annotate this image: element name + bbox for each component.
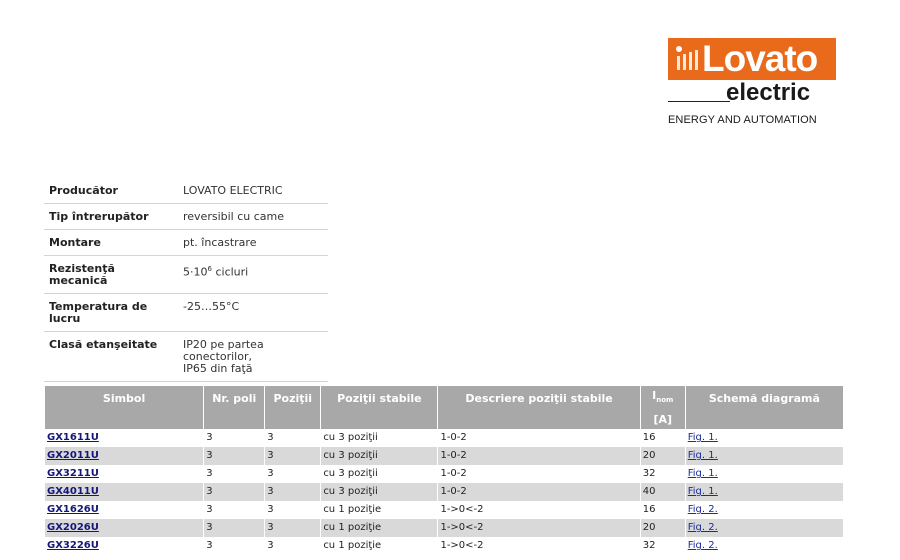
- figure-link[interactable]: Fig. 2.: [687, 522, 718, 534]
- spec-key: Temperatura de lucru: [44, 294, 178, 332]
- spec-value: -25…55°C: [178, 294, 328, 332]
- product-code-link[interactable]: GX2011U: [47, 450, 99, 462]
- spec-value: pt. încastrare: [178, 230, 328, 256]
- logo-tagline: ENERGY AND AUTOMATION: [668, 114, 817, 126]
- logo-line: [668, 101, 730, 102]
- spec-row: [44, 230, 328, 256]
- cell-poles: 3: [206, 504, 213, 516]
- cell-inom: 16: [642, 432, 656, 444]
- spec-key: Rezistenţă mecanică: [44, 256, 178, 294]
- cell-stable: cu 3 poziţii: [323, 468, 378, 480]
- cell-positions: 3: [267, 432, 274, 444]
- col-header-diagram: Schemă diagramă: [686, 386, 843, 410]
- spec-value: [178, 256, 328, 294]
- figure-link[interactable]: Fig. 1.: [687, 450, 718, 462]
- cell-positions: 3: [267, 540, 274, 552]
- unit-cell-amp: [A]: [641, 410, 685, 429]
- cell-stable: cu 3 poziţii: [321, 447, 437, 465]
- cell-stable: cu 3 poziţii: [321, 483, 437, 501]
- table-row: [45, 447, 843, 465]
- cell-desc: 1-0-2: [440, 468, 467, 480]
- spec-key: Montare: [44, 230, 178, 256]
- cell-poles: 3: [204, 483, 264, 501]
- spec-key: Clasă etanşeitate: [44, 332, 178, 382]
- figure-link[interactable]: Fig. 2.: [687, 504, 718, 516]
- product-code-link[interactable]: GX1626U: [47, 504, 99, 516]
- inom-letter: I: [652, 389, 657, 402]
- product-code-link[interactable]: GX3211U: [47, 468, 99, 480]
- cell-desc: 1->0<-2: [440, 504, 484, 516]
- cell-inom: 32: [642, 468, 656, 480]
- product-code-link[interactable]: GX1611U: [47, 432, 99, 444]
- logo-electric: electric: [726, 79, 811, 106]
- unit-cell: [265, 410, 320, 429]
- cell-stable: cu 1 poziţie: [321, 519, 437, 537]
- spec-value-line1: IP20 pe partea conectorilor,: [183, 338, 264, 363]
- spec-value: [178, 332, 328, 382]
- cell-desc: 1-0-2: [440, 432, 467, 444]
- cell-inom: 16: [642, 504, 656, 516]
- cell-inom: 32: [642, 540, 656, 552]
- unit-cell: [686, 410, 843, 429]
- spec-value-suffix: cicluri: [211, 265, 249, 279]
- figure-link[interactable]: Fig. 2.: [687, 540, 718, 552]
- cell-positions: 3: [267, 468, 274, 480]
- cell-inom: 40: [641, 483, 685, 501]
- cell-desc: 1-0-2: [438, 447, 639, 465]
- cell-poles: 3: [204, 519, 264, 537]
- spec-value-base: 5·10: [183, 265, 208, 279]
- cell-positions: 3: [267, 504, 274, 516]
- spec-value: reversibil cu came: [178, 204, 328, 230]
- col-header-inom: [641, 386, 685, 410]
- figure-link[interactable]: Fig. 1.: [687, 432, 718, 444]
- spec-row: [44, 178, 328, 204]
- table-row: [45, 429, 843, 447]
- col-header-stable: Poziţii stabile: [321, 386, 437, 410]
- cell-inom: 20: [641, 519, 685, 537]
- table-row: [45, 501, 843, 519]
- product-code-link[interactable]: GX2026U: [47, 522, 99, 534]
- logo-brand: Lovato: [702, 38, 818, 79]
- unit-cell: [321, 410, 437, 429]
- cell-poles: 3: [206, 468, 213, 480]
- cell-desc: 1->0<-2: [438, 519, 639, 537]
- spec-key: Tip întrerupător: [44, 204, 178, 230]
- cell-stable: cu 3 poziţii: [323, 432, 378, 444]
- cell-positions: 3: [265, 519, 320, 537]
- product-code-link[interactable]: GX3226U: [47, 540, 99, 552]
- lovato-logo: [668, 38, 838, 130]
- table-row: [45, 537, 843, 555]
- product-code-link[interactable]: GX4011U: [47, 486, 99, 498]
- spec-row: [44, 204, 328, 230]
- specs-table: [44, 178, 328, 382]
- logo-bars-icon: [674, 44, 704, 74]
- spec-row: [44, 332, 328, 382]
- cell-poles: 3: [206, 432, 213, 444]
- figure-link[interactable]: Fig. 1.: [687, 468, 718, 480]
- spec-value-line2: IP65 din faţă: [183, 362, 253, 375]
- col-header-desc: Descriere poziţii stabile: [438, 386, 639, 410]
- table-row: [45, 519, 843, 537]
- cell-stable: cu 1 poziţie: [323, 504, 382, 516]
- logo-box: [668, 38, 836, 80]
- col-header-poles: Nr. poli: [204, 386, 264, 410]
- spec-key: Producător: [44, 178, 178, 204]
- products-table: [44, 386, 844, 555]
- unit-cell: [204, 410, 264, 429]
- col-header-simbol: Simbol: [45, 386, 203, 410]
- cell-desc: 1->0<-2: [440, 540, 484, 552]
- header-row: [45, 386, 843, 410]
- figure-link[interactable]: Fig. 1.: [687, 486, 718, 498]
- cell-poles: 3: [204, 447, 264, 465]
- cell-desc: 1-0-2: [438, 483, 639, 501]
- cell-positions: 3: [265, 483, 320, 501]
- unit-cell: [438, 410, 639, 429]
- table-row: [45, 465, 843, 483]
- cell-positions: 3: [265, 447, 320, 465]
- inom-sub: nom: [656, 396, 674, 405]
- cell-poles: 3: [206, 540, 213, 552]
- cell-inom: 20: [641, 447, 685, 465]
- spec-value: LOVATO ELECTRIC: [178, 178, 328, 204]
- unit-cell: [45, 410, 203, 429]
- cell-stable: cu 1 poziţie: [323, 540, 382, 552]
- spec-row: [44, 294, 328, 332]
- table-row: [45, 483, 843, 501]
- spec-value-exp: 6: [207, 265, 212, 273]
- units-row: [45, 410, 843, 429]
- col-header-positions: Poziţii: [265, 386, 320, 410]
- spec-row: [44, 256, 328, 294]
